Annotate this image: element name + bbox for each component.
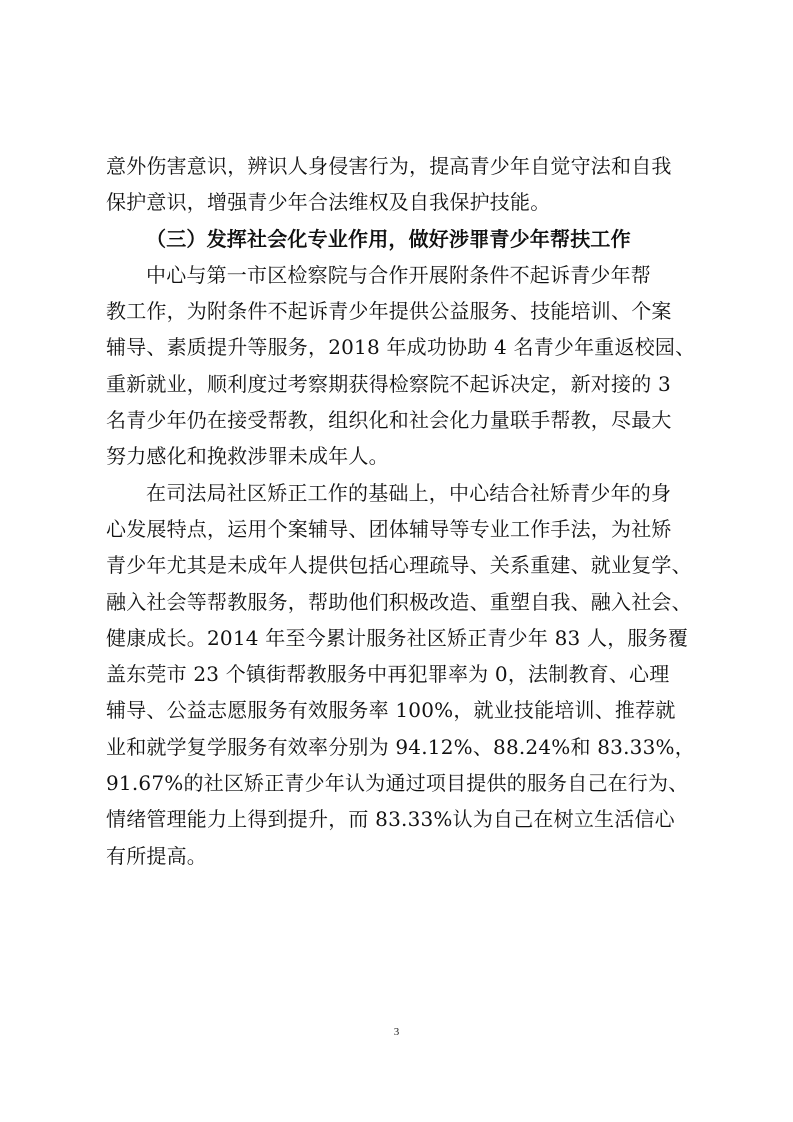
- text-line: 91.67%的社区矫正青少年认为通过项目提供的服务自己在行为、: [106, 771, 689, 796]
- text-line: 努力感化和挽救涉罪未成年人。: [106, 444, 389, 469]
- text-line: 盖东莞市 23 个镇街帮教服务中再犯罪率为 0，法制教育、心理: [106, 662, 670, 687]
- text-line: 业和就学复学服务有效率分别为 94.12%、88.24%和 83.33%，: [106, 734, 695, 759]
- text-line: 重新就业，顺利度过考察期获得检察院不起诉决定，新对接的 3: [106, 371, 671, 396]
- section-heading: （三）发挥社会化专业作用，做好涉罪青少年帮扶工作: [146, 226, 631, 251]
- text-line: 心发展特点，运用个案辅导、团体辅导等专业工作手法，为社矫: [106, 516, 672, 541]
- body-text: [106, 148, 706, 874]
- text-line: 名青少年仍在接受帮教，组织化和社会化力量联手帮教，尽最大: [106, 408, 672, 433]
- text-line: 教工作，为附条件不起诉青少年提供公益服务、技能培训、个案: [106, 299, 672, 324]
- text-line: 保护意识，增强青少年合法维权及自我保护技能。: [106, 190, 551, 215]
- text-line: 青少年尤其是未成年人提供包括心理疏导、关系重建、就业复学、: [106, 553, 692, 578]
- paragraph-first-line: 中心与第一市区检察院与合作开展附条件不起诉青少年帮: [146, 262, 651, 287]
- text-line: 辅导、公益志愿服务有效服务率 100%，就业技能培训、推荐就: [106, 698, 676, 723]
- text-line: 辅导、素质提升等服务，2018 年成功协助 4 名青少年重返校园、: [106, 335, 696, 360]
- text-line: 有所提高。: [106, 843, 207, 868]
- text-line: 健康成长。2014 年至今累计服务社区矫正青少年 83 人，服务覆: [106, 625, 689, 650]
- text-line: 情绪管理能力上得到提升，而 83.33%认为自己在树立生活信心: [106, 807, 675, 832]
- text-line: 融入社会等帮教服务，帮助他们积极改造、重塑自我、融入社会、: [106, 589, 692, 614]
- page-number: 3: [393, 1026, 400, 1038]
- paragraph-first-line: 在司法局社区矫正工作的基础上，中心结合社矫青少年的身: [146, 480, 672, 505]
- text-line: 意外伤害意识，辨识人身侵害行为，提高青少年自觉守法和自我: [106, 154, 672, 178]
